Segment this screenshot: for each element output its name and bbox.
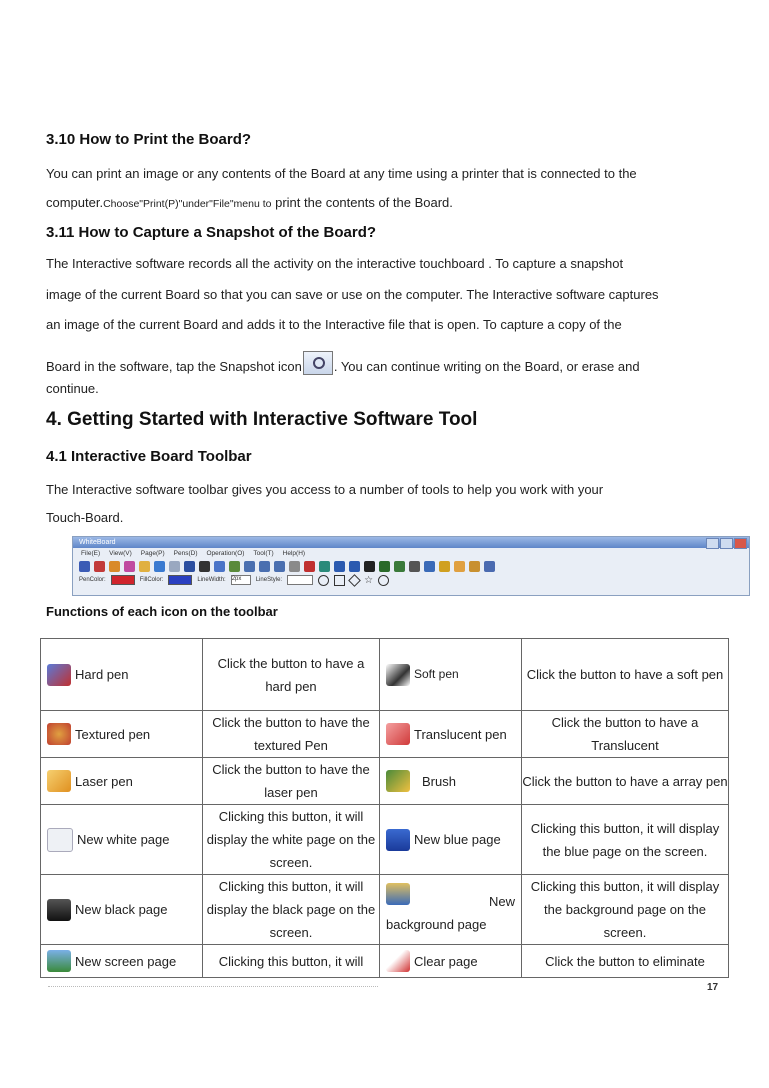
cell-label: Hard pen (75, 667, 129, 682)
cell-desc: Clicking this button, it will display the blue page on the screen. (522, 805, 729, 875)
paragraph-line: You can print an image or any contents of the Board at any time using a printer that is connected to the (46, 166, 637, 181)
table-row (41, 711, 729, 758)
toolbar-tool-icon (334, 561, 345, 572)
textured-pen-icon (47, 723, 71, 745)
toolbar-tool-icon (379, 561, 390, 572)
toolbar-tool-icon (229, 561, 240, 572)
toolbar-tool-icon (109, 561, 120, 572)
toolbar-tool-icon (424, 561, 435, 572)
cell-label: Laser pen (75, 773, 133, 789)
toolbar-menu-item: File(E) (81, 550, 101, 557)
toolbar-screenshot (72, 536, 750, 596)
minimize-icon (706, 538, 719, 549)
cell-desc: Click the button to have a soft pen (522, 639, 729, 711)
heading-3-11: 3.11 How to Capture a Snapshot of the Board? (46, 224, 377, 241)
table-row (41, 805, 729, 875)
toolbar-tool-icon (394, 561, 405, 572)
hard-pen-icon (47, 664, 71, 686)
paragraph-line: computer.Choose"Print(P)"under"File"menu to print the contents of the Board. (46, 195, 453, 210)
laser-pen-icon (47, 770, 71, 792)
toolbar-tool-icon (319, 561, 330, 572)
rectangle-icon (334, 575, 345, 586)
cell-label: New blue page (414, 832, 501, 847)
table-row (41, 875, 729, 945)
toolbar-tool-icon (364, 561, 375, 572)
clear-page-icon (386, 950, 410, 972)
cell-label: New white page (77, 832, 170, 847)
circle-icon (378, 575, 389, 586)
cell-label: Translucent pen (414, 726, 507, 742)
toolbar-menu-item: Help(H) (282, 550, 306, 557)
toolbar-menu-item: View(V) (109, 550, 132, 557)
cell-label: Soft pen (414, 667, 459, 681)
toolbar-options-row (73, 573, 749, 587)
fill-color-label: FillColor: (139, 577, 164, 583)
toolbar-menu-item: Page(P) (140, 550, 165, 557)
snapshot-icon (303, 351, 333, 375)
cell-label: Clear page (414, 953, 478, 969)
toolbar-tool-icon (274, 561, 285, 572)
cell-desc: Click the button to have a array pen (522, 758, 729, 805)
paragraph-line: The Interactive software toolbar gives you access to a number of tools to help you work with your (46, 482, 604, 497)
screen-page-icon (47, 950, 71, 972)
heading-4: 4. Getting Started with Interactive Software Tool (46, 409, 478, 430)
white-page-icon (47, 828, 73, 852)
toolbar-title-bar (73, 537, 749, 548)
cell-desc: Clicking this button, it will display the white page on the screen. (203, 805, 380, 875)
toolbar-tool-icon (349, 561, 360, 572)
background-page-icon (386, 883, 410, 905)
toolbar-tool-icon (154, 561, 165, 572)
close-icon (734, 538, 747, 549)
paragraph-line: The Interactive software records all the activity on the interactive touchboard . To capture a snapshot (46, 256, 624, 271)
cell-desc: Clicking this button, it will display the black page on the screen. (203, 875, 380, 945)
pen-color-swatch (111, 575, 135, 585)
toolbar-menu-item: Operation(O) (206, 550, 245, 557)
toolbar-functions-table (40, 638, 729, 978)
cell-label: Textured pen (75, 726, 151, 742)
toolbar-menu (73, 548, 749, 559)
toolbar-icon-row (73, 559, 749, 573)
star-icon: ☆ (364, 574, 374, 586)
brush-icon (386, 770, 410, 792)
maximize-icon (720, 538, 733, 549)
toolbar-tool-icon (484, 561, 495, 572)
paragraph-line: Touch-Board. (46, 510, 124, 525)
blue-page-icon (386, 829, 410, 851)
faded-line (48, 986, 378, 988)
toolbar-tool-icon (169, 561, 180, 572)
toolbar-menu-item: Pens(D) (173, 550, 198, 557)
black-page-icon (47, 899, 71, 921)
cell-label: Brush (422, 773, 456, 789)
line-width-select: 2px (231, 575, 251, 585)
toolbar-tool-icon (469, 561, 480, 572)
toolbar-menu-item: Tool(T) (253, 550, 274, 557)
cell-label: New screen page (75, 953, 177, 969)
cell-desc: Click the button to have the laser pen (203, 758, 380, 805)
translucent-pen-icon (386, 723, 410, 745)
paragraph-line: image of the current Board so that you can save or use on the computer. The Interactive software captures (46, 287, 659, 302)
toolbar-title: WhiteBoard (79, 539, 116, 546)
pen-color-label: PenColor: (79, 577, 106, 583)
toolbar-tool-icon (439, 561, 450, 572)
heading-3-10: 3.10 How to Print the Board? (46, 131, 252, 148)
heading-4-1: 4.1 Interactive Board Toolbar (46, 448, 252, 465)
cell-desc: Click the button to have a Translucent (522, 711, 729, 758)
table-row (41, 639, 729, 711)
functions-title: Functions of each icon on the toolbar (46, 604, 278, 619)
toolbar-tool-icon (94, 561, 105, 572)
paragraph-line: continue. (46, 381, 99, 396)
line-width-label: LineWidth: (197, 577, 226, 583)
line-style-select (287, 575, 313, 585)
toolbar-tool-icon (454, 561, 465, 572)
toolbar-tool-icon (304, 561, 315, 572)
table-row (41, 945, 729, 978)
toolbar-tool-icon (124, 561, 135, 572)
toolbar-tool-icon (244, 561, 255, 572)
toolbar-tool-icon (139, 561, 150, 572)
line-style-label: LineStyle: (255, 577, 283, 583)
toolbar-tool-icon (409, 561, 420, 572)
cell-desc: Click the button to have a hard pen (203, 639, 380, 711)
cell-desc: Click the button to have the textured Pen (203, 711, 380, 758)
fill-color-swatch (168, 575, 192, 585)
toolbar-tool-icon (79, 561, 90, 572)
cell-label: background page (386, 916, 487, 932)
cell-desc: Clicking this button, it will (203, 945, 380, 978)
toolbar-tool-icon (289, 561, 300, 572)
toolbar-tool-icon (214, 561, 225, 572)
cell-label: New black page (75, 902, 168, 917)
paragraph-line: Board in the software, tap the Snapshot icon . You can continue writing on the Board, or erase and (46, 351, 640, 375)
table-row (41, 758, 729, 805)
cell-label: New (488, 893, 515, 909)
cell-desc: Click the button to eliminate (522, 945, 729, 978)
toolbar-tool-icon (259, 561, 270, 572)
diamond-icon (348, 574, 361, 587)
cell-desc: Clicking this button, it will display the background page on the screen. (522, 875, 729, 945)
paragraph-line: an image of the current Board and adds it to the Interactive file that is open. To capture a copy of the (46, 317, 622, 332)
page-number: 17 (707, 982, 719, 993)
soft-pen-icon (386, 664, 410, 686)
toolbar-tool-icon (199, 561, 210, 572)
ellipse-icon (318, 575, 329, 586)
toolbar-tool-icon (184, 561, 195, 572)
